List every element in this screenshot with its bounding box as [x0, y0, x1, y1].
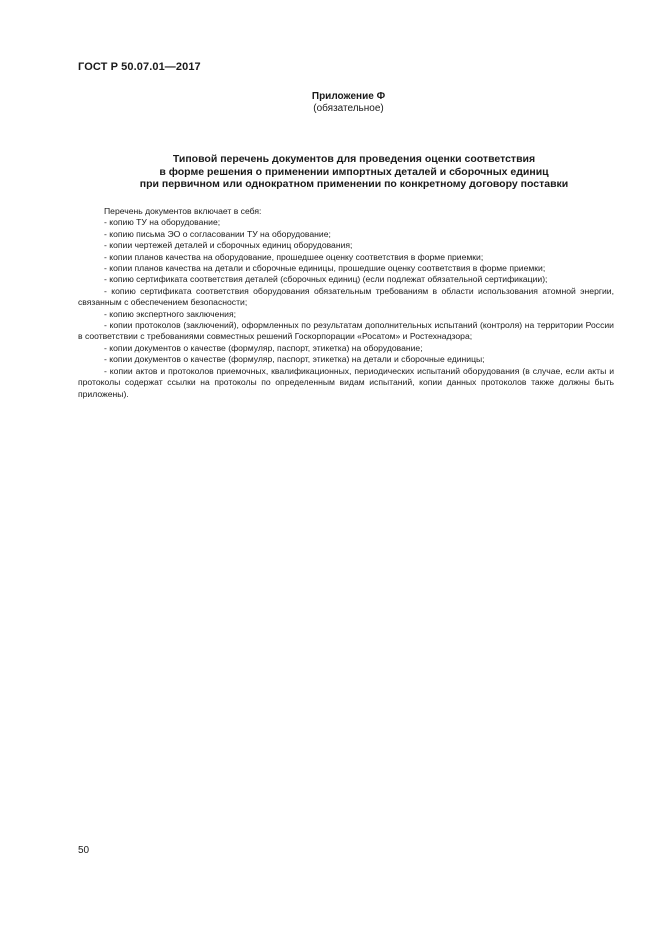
list-item: - копию письма ЭО о согласовании ТУ на оборудование;	[104, 228, 331, 239]
page-number: 50	[78, 845, 90, 856]
list-item: - копии протоколов (заключений), оформленных по результатам дополнительных испытаний (контроля) на территории России в соответствии с требованиями совместных решений Госкорпорации «Росатом» и Ростехнадзора;	[78, 320, 614, 342]
appendix-status: (обязательное)	[313, 103, 384, 114]
list-item: - копию экспертного заключения;	[104, 308, 236, 319]
list-item: - копии актов и протоколов приемочных, квалификационных, периодических испытаний оборудования (в случае, если акты и протоколы содержат ссылки на протоколы по определенным видам испытаний, копии данных протоколов также должны быть приложены).	[78, 365, 614, 399]
appendix-heading	[0, 91, 661, 115]
list-item: - копию сертификата соответствия оборудования обязательным требованиям в области использования атомной энергии, связанным с обеспечением безопасности;	[78, 285, 614, 308]
body-intro: Перечень документов включает в себя:	[104, 206, 262, 216]
document-title-line: при первичном или однократном применении по конкретному договору поставки	[139, 178, 569, 190]
list-item: - копии документов о качестве (формуляр, паспорт, этикетка) на детали и сборочные единицы;	[104, 354, 485, 365]
document-title-line: Типовой перечень документов для проведения оценки соответствия	[172, 153, 536, 165]
document-title	[86, 153, 622, 191]
list-item: - копии документов о качестве (формуляр, паспорт, этикетка) на оборудование;	[104, 342, 423, 353]
list-item: - копию сертификата соответствия деталей (сборочных единиц) (если подлежат обязательной сертификации);	[104, 274, 548, 285]
standard-header: ГОСТ Р 50.07.01—2017	[78, 61, 201, 73]
list-item: - копию ТУ на оборудование;	[104, 217, 221, 228]
document-title-line: в форме решения о применении импортных деталей и сборочных единиц	[159, 165, 549, 178]
appendix-title: Приложение Ф	[311, 91, 386, 102]
list-item: - копии планов качества на детали и сборочные единицы, прошедшие оценку соответствия в форме приемки;	[104, 263, 546, 274]
document-body	[78, 206, 614, 400]
list-item: - копии планов качества на оборудование, прошедшее оценку соответствия в форме приемки;	[104, 251, 484, 262]
list-item: - копии чертежей деталей и сборочных единиц оборудования;	[104, 240, 353, 251]
